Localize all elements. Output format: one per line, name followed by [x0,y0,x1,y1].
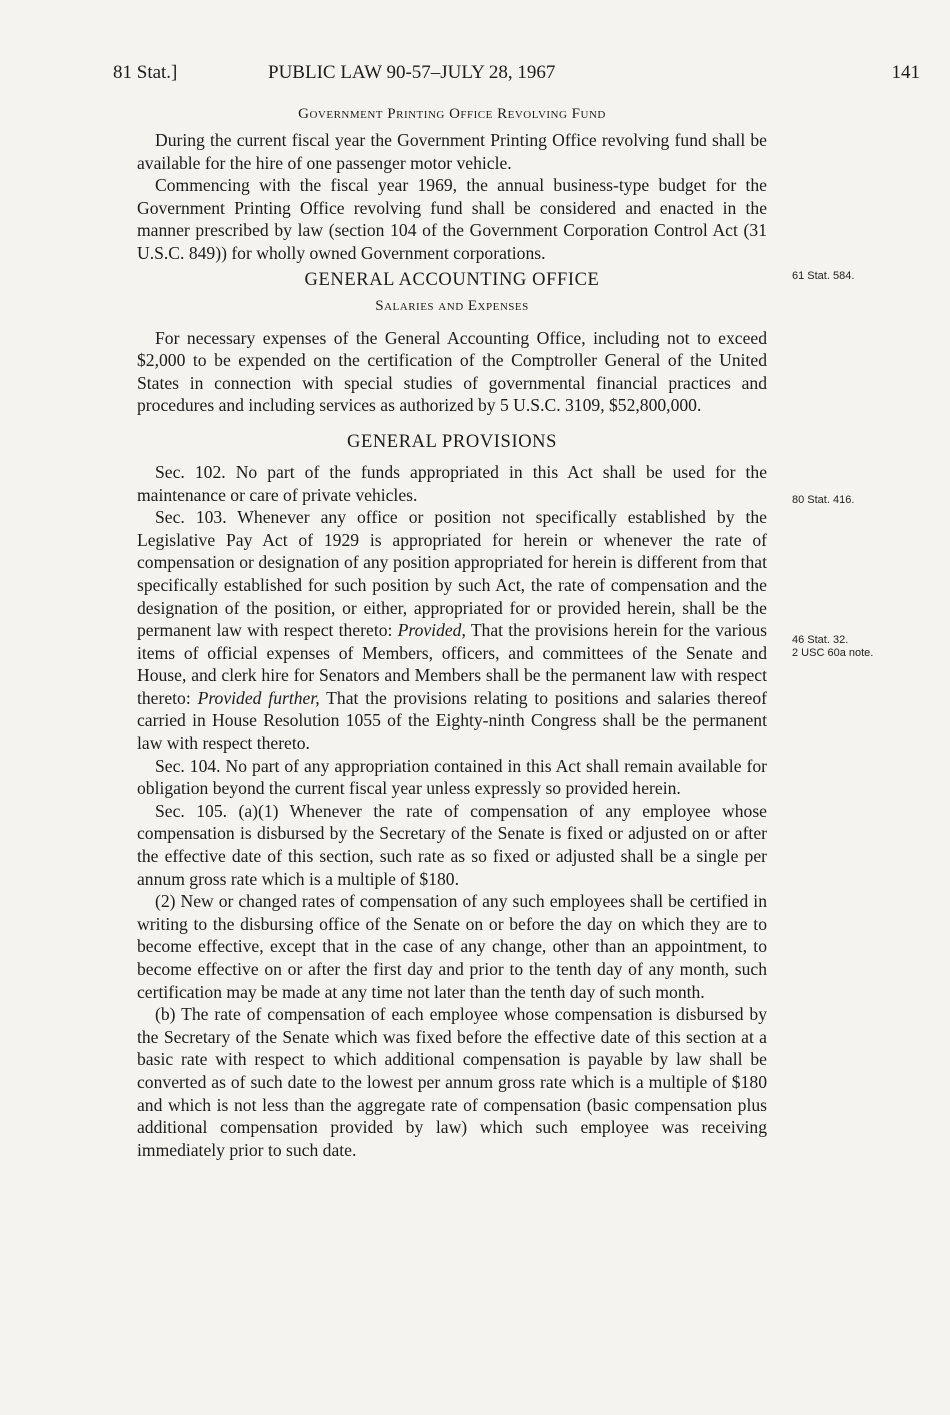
section-104: Sec. 104. No part of any appropriation contained in this Act shall remain available for obligation beyond the current fiscal year unless expressly so provided herein. [137,755,767,799]
provided-clause: Provided, [397,620,466,641]
margin-note-61-stat-584: 61 Stat. 584. [792,270,855,282]
page-header [113,62,920,92]
section-102: Sec. 102. No part of the funds appropriated in this Act shall be used for the maintenance or care of private vehicles. [137,461,767,505]
margin-note-line-2: 2 USC 60a note. [792,647,874,659]
margin-note-line-1: 46 Stat. 32. [792,634,849,646]
salaries-expenses-heading: Salaries and Expenses [375,297,529,314]
provided-further-clause: Provided further, [197,687,320,708]
page-number: 141 [891,62,920,83]
section-105-a-1: Sec. 105. (a)(1) Whenever the rate of compensation of any employee whose compensation is disbursed by the Secretary of the Senate is fixed or adjusted on or after the effective date of this section, such rate as so fixed or adjusted shall be a single per annum gross rate which is a multiple of $180. [137,800,767,889]
section-105-a-2: (2) New or changed rates of compensation of any such employees shall be certified in writing to the disbursing office of the Senate on or before the day on which they are to become effective, except that in the case of any change, other than an appointment, to become effective on or after the first day and prior to the tenth day of any month, such certification may be made at any time not later than the tenth day of such month. [137,891,767,1002]
section-103-part-c: That the provisions relating to positions and salaries thereof carried in House Resolution 1055 of the Eighty-ninth Congress shall be the permanent law with respect thereto. [137,687,767,754]
general-provisions-heading: GENERAL PROVISIONS [346,431,558,452]
statute-reference: 81 Stat.] [113,62,178,83]
section-103-part-b: That the provisions herein for the various items of official expenses of Members, officers, and committees of the Senate and House, and clerk hire for Senators and Members shall be the permanent law with respect thereto: [137,620,767,708]
section-103 [137,506,767,755]
margin-note-80-stat-416: 80 Stat. 416. [792,494,855,506]
gpo-paragraph-2: Commencing with the fiscal year 1969, the annual business-type budget for the Government Printing Office revolving fund shall be considered and enacted in the manner prescribed by law (section 104 of the Government Corporation Control Act (31 U.S.C. 849)) for wholly owned Government corporations. [137,175,767,263]
gpo-paragraph-1: During the current fiscal year the Government Printing Office revolving fund shall be available for the hire of one passenger motor vehicle. [137,130,767,173]
gpo-revolving-fund-heading: Government Printing Office Revolving Fund [298,106,606,122]
document-body [137,103,767,1161]
public-law-title: PUBLIC LAW 90-57–JULY 28, 1967 [268,62,556,83]
gao-heading: GENERAL ACCOUNTING OFFICE [304,269,600,290]
gao-paragraph: For necessary expenses of the General Accounting Office, including not to exceed $2,000 to be expended on the certification of the Comptroller General of the United States in connection with special studies of governmental financial practices and procedures and including services as authorized by 5 U.S.C. 3109, $52,800,000. [137,327,767,416]
section-105-b: (b) The rate of compensation of each employee whose compensation is disbursed by the Secretary of the Senate which was fixed before the effective date of this section at a basic rate with respect to which additional compensation is payable by law shall be converted as of such date to the lowest per annum gross rate which is a multiple of $180 and which is not less than the aggregate rate of compensation (basic compensation plus additional compensation provided by law) which such employee was receiving immediately prior to such date. [137,1004,767,1160]
margin-note-46-stat-32 [792,634,922,660]
section-103-part-a: Sec. 103. Whenever any office or position not specifically established by the Legislative Pay Act of 1929 is appropriated for herein or whenever the rate of compensation or designation of any position appropriated for herein is different from that specifically established for such position by such Act, the rate of compensation and the designation of the position, or either, appropriated for or provided herein, shall be the permanent law with respect thereto: [137,507,767,641]
